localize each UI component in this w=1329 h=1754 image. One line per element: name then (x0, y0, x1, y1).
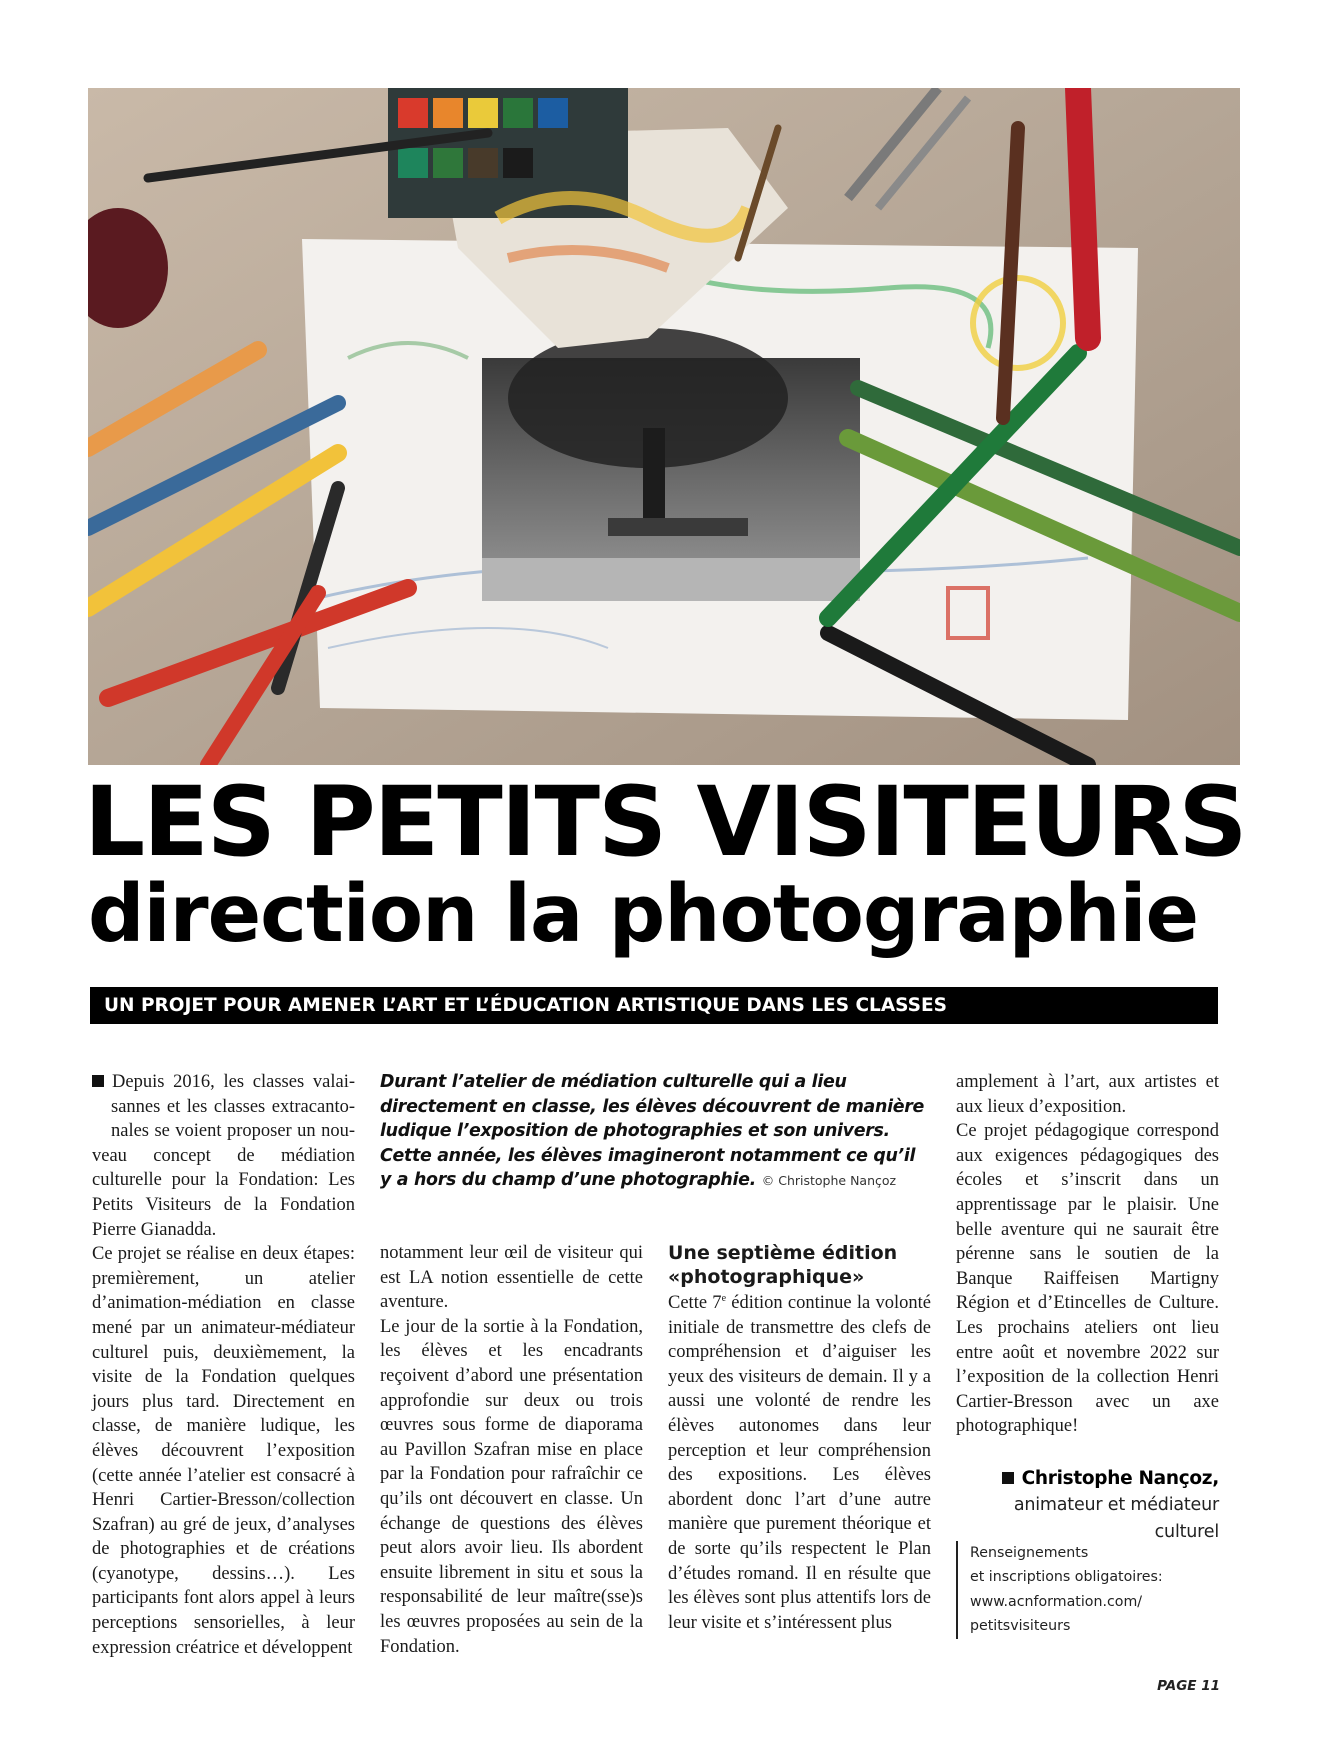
article-paragraph: amplement à l’art, aux artistes et aux lieux d’exposition. (956, 1072, 1219, 1117)
hero-photo (88, 88, 1240, 765)
info-line: Renseignements (970, 1545, 1089, 1561)
superscript: e (721, 1292, 727, 1304)
section-subheading (668, 1241, 931, 1289)
author-role: animateur et médiateur culturel (1013, 1495, 1219, 1542)
author-name: Christophe Nançoz, (956, 1465, 1219, 1492)
headline-main: LES PETITS VISITEURS (84, 766, 1246, 878)
info-line: et inscriptions obligatoires: (970, 1569, 1163, 1586)
article-column-4 (956, 1070, 1219, 1439)
article-column-1 (92, 1070, 355, 1660)
intro-rest: veau concept de médiation culturelle pour la Fondation: Les Petits Visiteurs de la Fondation Pierre Gianadda. (92, 1145, 355, 1240)
hero-illustration (88, 88, 1240, 765)
intro-line-3: nales se voient proposer un nou- (111, 1121, 355, 1142)
article-paragraph: notamment leur œil de visiteur qui est LA notion essentielle de cette aventure. (380, 1243, 643, 1313)
article-column-3 (668, 1241, 931, 1635)
intro-line-2: sannes et les classes extracanto- (111, 1096, 355, 1117)
photo-credit: © Christophe Nançoz (761, 1173, 897, 1189)
intro-paragraph (92, 1070, 355, 1242)
photo-caption (380, 1070, 930, 1194)
bullet-square-icon (92, 1075, 104, 1087)
article-paragraph: Ce projet pédagogique correspond aux exigences pédagogiques des écoles et s’inscrit dans un apprentissage par le plaisir. Une belle aventure qui ne saurait être pérenne sans le soutien de la Banque Raiffeisen Martigny Région et d’Etincelles de Culture. Les prochains ateliers ont lieu entre août et novembre 2022 sur l’exposition de la collection Henri Cartier-Bresson avec un axe photographique! (956, 1121, 1219, 1437)
page-number: PAGE 11 (1157, 1678, 1220, 1694)
intro-line-1: Depuis 2016, les classes valai- (92, 1070, 355, 1095)
kicker-bar (90, 987, 1218, 1024)
headline-subtitle: direction la photographie (88, 868, 1199, 960)
article-paragraph: Ce projet se réalise en deux étapes: premièrement, un atelier d’animation-médiation en classe mené par un animateur-médiateur culturel puis, deuxièmement, la visite de la Fondation quelques jours plus tard. Directement en classe, de manière ludique, les élèves découvrent l’exposition (cette année l’atelier est consacré à Henri Cartier-Bresson/collection Szafran) au gré de jeux, d’analyses de photographies et de créations (cyanotype, dessins…). Les participants font alors appel à leurs perceptions sensorielles, à leur expression créatrice et développent (92, 1244, 355, 1658)
info-link[interactable]: www.acnformation.com/ (970, 1593, 1143, 1610)
subheading-line-1: Une septième édition (668, 1242, 898, 1264)
author-signature (956, 1465, 1219, 1546)
registration-info (956, 1541, 1210, 1639)
info-link[interactable]: petitsvisiteurs (970, 1618, 1071, 1635)
caption-text: Durant l’atelier de médiation culturelle qui a lieu directement en classe, les élèves découvrent de manière ludique l’exposition de photographies et son univers. Cette année, les élèves imagineront notamment ce qu’il y a hors du champ d’une photographie. (380, 1072, 925, 1191)
bullet-square-icon (1002, 1472, 1014, 1484)
article-column-2 (380, 1241, 643, 1659)
kicker-text: UN PROJET POUR AMENER L’ART ET L’ÉDUCATION ARTISTIQUE DANS LES CLASSES (104, 995, 947, 1016)
article-paragraph: Le jour de la sortie à la Fondation, les élèves et les encadrants reçoivent d’abord une présentation approfondie sur deux ou trois œuvres sous forme de diaporama au Pavillon Szafran mise en place par la Fondation pour rafraîchir ce qu’ils ont découvert en classe. Un échange de questions des élèves peut alors avoir lieu. Ils abordent ensuite librement in situ et sous la responsabilité de leur maître(sse)s les œuvres proposées au sein de la Fondation. (380, 1316, 643, 1657)
subheading-line-2: «photographique» (668, 1266, 865, 1288)
article-paragraph: Cette 7e édition continue la volonté initiale de transmettre des clefs de compréhension et d’aiguiser les yeux des visiteurs de demain. Il y a aussi une volonté de rendre les élèves autonomes dans leur perception et leur compréhension des expositions. Les élèves abordent donc l’art d’une autre manière que purement théorique et de sorte qu’ils respectent le Plan d’études romand. Il en résulte que les élèves sont plus attentifs lors de leur visite et s’intéressent plus (668, 1292, 931, 1633)
